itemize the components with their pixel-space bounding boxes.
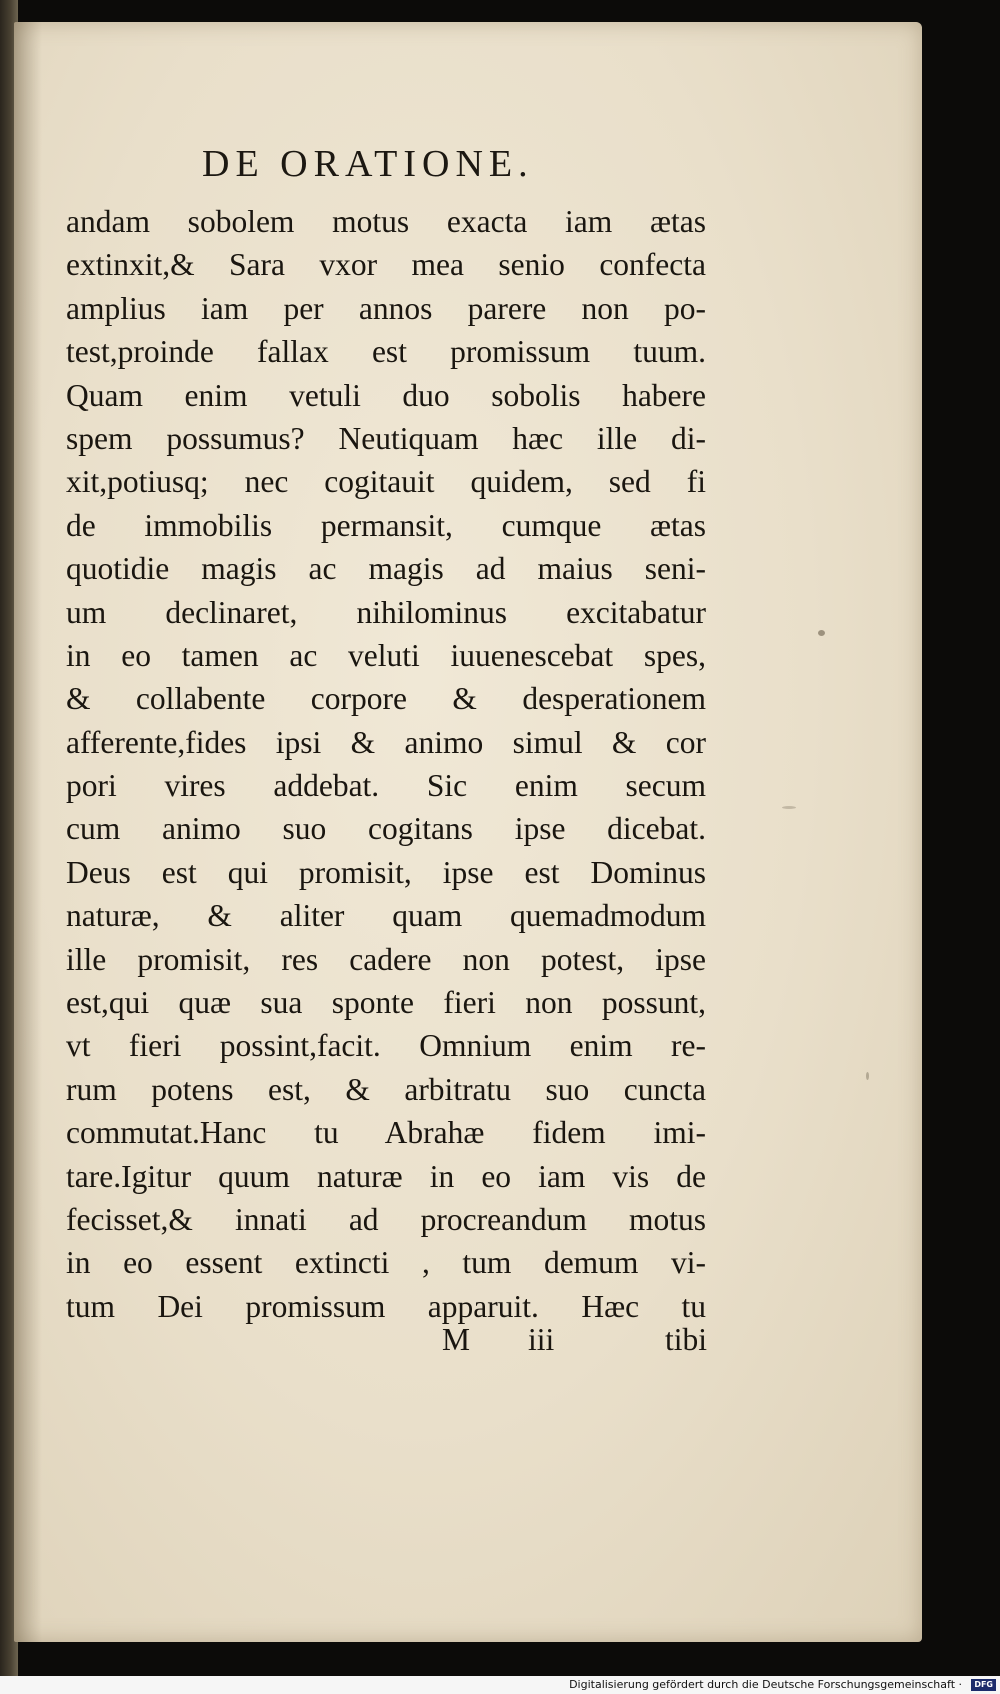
text-line: in eo tamen ac veluti iuuenescebat spes, <box>66 637 706 673</box>
text-line: cum animo suo cogitans ipse dicebat. <box>66 811 706 847</box>
text-line: tare.Igitur quum naturæ in eo iam vis de <box>66 1158 706 1194</box>
text-line: test,proinde fallax est promissum tuum. <box>66 334 706 370</box>
text-line: naturæ, & aliter quam quemadmodum <box>66 898 706 934</box>
text-line: ille promisit, res cadere non potest, ipse <box>66 941 706 977</box>
digitization-credit: Digitalisierung gefördert durch die Deutsche Forschungsgemeinschaft · <box>569 1678 962 1691</box>
signature-mark: M <box>442 1322 471 1357</box>
text-line: & collabente corpore & desperationem <box>66 681 706 717</box>
text-line: fecisset,& innati ad procreandum motus <box>66 1201 706 1237</box>
text-line: est,qui quæ sua sponte fieri non possunt, <box>66 985 706 1021</box>
text-line: pori vires addebat. Sic enim secum <box>66 768 706 804</box>
text-line: Deus est qui promisit, ipse est Dominus <box>66 854 706 890</box>
text-line: afferente,fides ipsi & animo simul & cor <box>66 724 706 760</box>
text-line: tum Dei promissum apparuit. Hæc tu <box>66 1288 706 1324</box>
text-line: Quam enim vetuli duo sobolis habere <box>66 377 706 413</box>
paper-speck <box>782 806 796 809</box>
book-page <box>14 22 922 1642</box>
text-line: spem possumus? Neutiquam hæc ille di- <box>66 420 706 456</box>
text-line: extinxit,& Sara vxor mea senio confecta <box>66 247 706 283</box>
paper-speck <box>818 630 825 636</box>
text-line: rum potens est, & arbitratu suo cuncta <box>66 1071 706 1107</box>
text-line: um declinaret, nihilominus excitabatur <box>66 594 706 630</box>
text-line: de immobilis permansit, cumque ætas <box>66 507 706 543</box>
signature-line <box>442 1322 707 1366</box>
text-line: amplius iam per annos parere non po- <box>66 290 706 326</box>
text-block <box>66 200 706 1328</box>
text-line: vt fieri possint,facit. Omnium enim re- <box>66 1028 706 1064</box>
footer-bar <box>0 1676 1000 1694</box>
paper-speck <box>866 1072 869 1080</box>
text-line: commutat.Hanc tu Abrahæ fidem imi- <box>66 1115 706 1151</box>
signature-number: iii <box>528 1322 555 1357</box>
text-line: in eo essent extincti , tum demum vi- <box>66 1245 706 1281</box>
text-line: andam sobolem motus exacta iam ætas <box>66 204 706 239</box>
catchword: tibi <box>664 1322 707 1357</box>
running-head: DE ORATIONE. <box>202 143 534 185</box>
dfg-logo-icon: DFG <box>971 1679 996 1691</box>
text-line: quotidie magis ac magis ad maius seni- <box>66 551 706 587</box>
text-line: xit,potiusq; nec cogitauit quidem, sed fi <box>66 464 706 500</box>
